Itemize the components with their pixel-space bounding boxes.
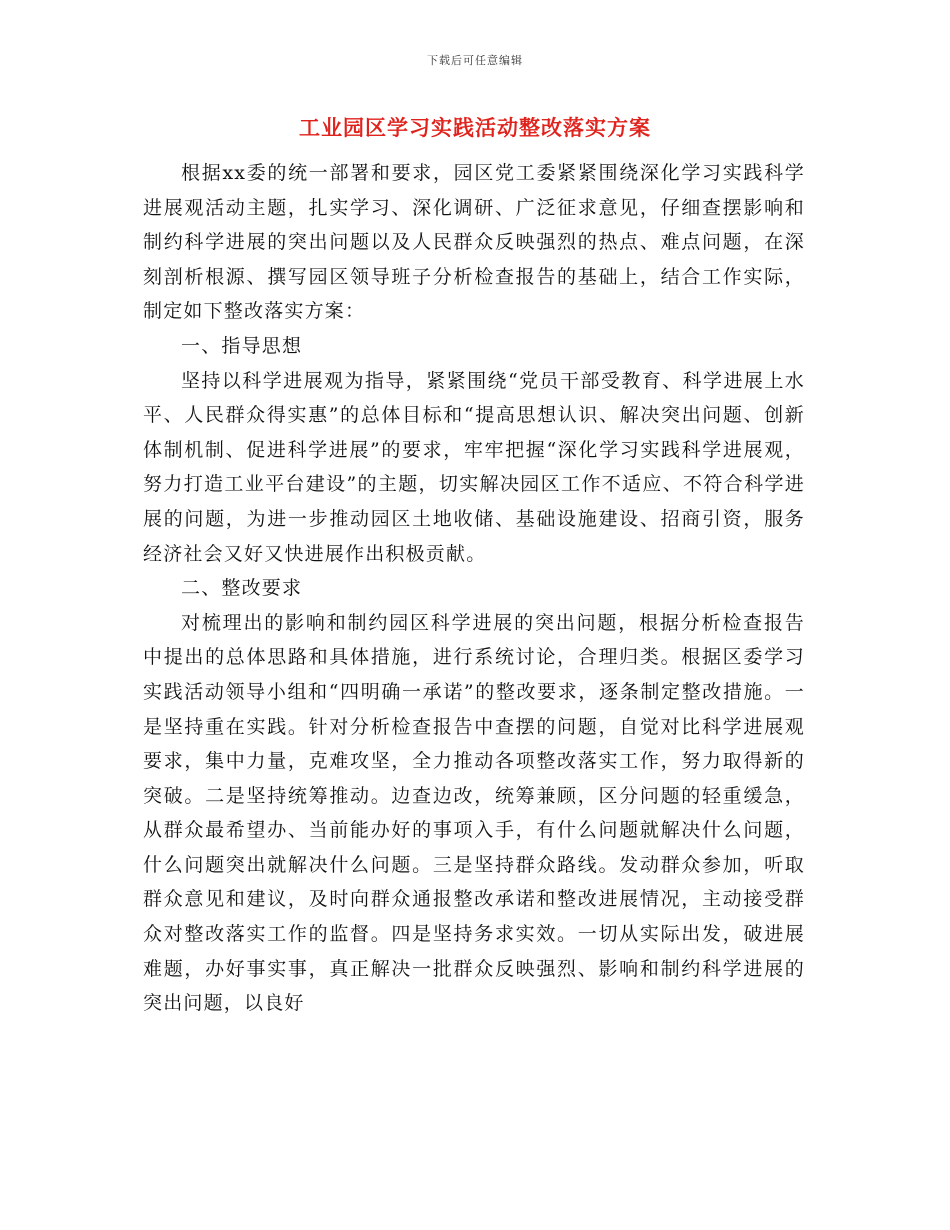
header-note: 下载后可任意编辑 [427, 54, 523, 67]
paragraph-intro: 根据xx委的统一部署和要求，园区党工委紧紧围绕深化学习实践科学进展观活动主题，扎实学习、深化调研、广泛征求意见，仔细查摆影响和制约科学进展的突出问题以及人民群众反映强烈的热点、难点问题，在深刻剖析根源、撰写园区领导班子分析检查报告的基础上，结合工作实际，制定如下整改落实方案： [143, 162, 805, 323]
section-heading-guiding-ideology: 一、指导思想 [181, 334, 303, 357]
document-body [143, 156, 805, 1021]
section-heading-rectification-requirements: 二、整改要求 [181, 577, 303, 600]
paragraph-rectification-requirements: 对梳理出的影响和制约园区科学进展的突出问题，根据分析检查报告中提出的总体思路和具体措施，进行系统讨论，合理归类。根据区委学习实践活动领导小组和“四明确一承诺”的整改要求，逐条制定整改措施。一是坚持重在实践。针对分析检查报告中查摆的问题，自觉对比科学进展观要求，集中力量，克难攻坚，全力推动各项整改落实工作，努力取得新的突破。二是坚持统筹推动。边查边改，统筹兼顾，区分问题的轻重缓急，从群众最希望办、当前能办好的事项入手，有什么问题就解决什么问题，什么问题突出就解决什么问题。三是坚持群众路线。发动群众参加，听取群众意见和建议，及时向群众通报整改承诺和整改进展情况，主动接受群众对整改落实工作的监督。四是坚持务求实效。一切从实际出发，破进展难题，办好事实事，真正解决一批群众反映强烈、影响和制约科学进展的突出问题，以良好 [143, 611, 805, 1015]
document-title: 工业园区学习实践活动整改落实方案 [299, 115, 651, 140]
paragraph-guiding-ideology: 坚持以科学进展观为指导，紧紧围绕“党员干部受教育、科学进展上水平、人民群众得实惠”的总体目标和“提高思想认识、解决突出问题、创新体制机制、促进科学进展”的要求，牢牢把握“深化学习实践科学进展观，努力打造工业平台建设”的主题，切实解决园区工作不适应、不符合科学进展的问题，为进一步推动园区土地收储、基础设施建设、招商引资，服务经济社会又好又快进展作出积极贡献。 [143, 369, 805, 565]
